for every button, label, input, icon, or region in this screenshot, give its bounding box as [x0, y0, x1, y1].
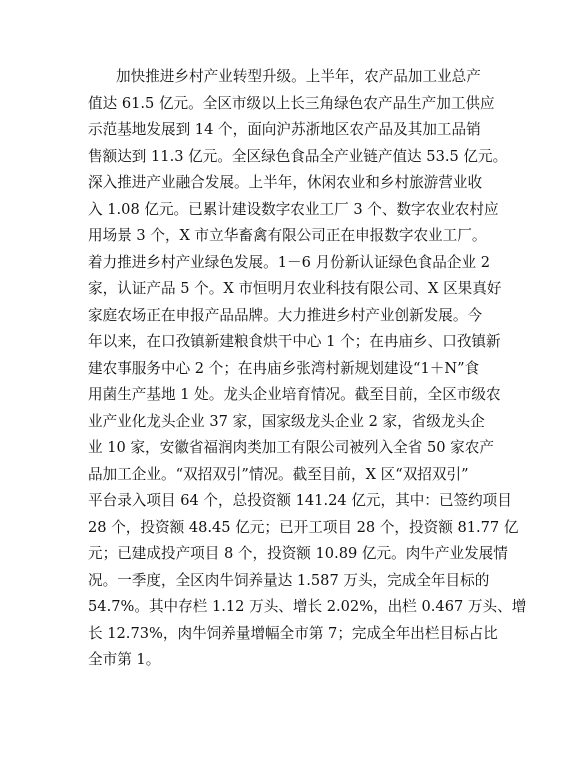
text-line: 54.7%。其中存栏 1.12 万头、增长 2.02%，出栏 0.467 万头、增	[88, 598, 527, 615]
text-line: 家庭农场正在申报产品品牌。大力推进乡村产业创新发展。今	[88, 306, 483, 324]
text-line: 年以来，在口孜镇新建粮食烘干中心 1 个；在冉庙乡、口孜镇新	[88, 333, 501, 350]
text-line: 用菌生产基地 1 处。龙头企业培育情况。截至目前，全区市级农	[88, 386, 501, 403]
body-paragraph	[88, 64, 527, 674]
text-line: 着力推进乡村产业绿色发展。1－6 月份新认证绿色食品企业 2	[88, 253, 490, 271]
text-line: 建农事服务中心 2 个；在冉庙乡张湾村新规划建设“1＋N”食	[88, 359, 480, 377]
text-line: 入 1.08 亿元。已累计建设数字农业工厂 3 个、数字农业农村应	[88, 200, 499, 218]
text-line: 家，认证产品 5 个。X 市恒明月农业科技有限公司、X 区果真好	[88, 280, 502, 297]
text-line: 长 12.73%，肉牛饲养量增幅全市第 7；完成全年出栏目标占比	[88, 624, 498, 642]
text-line: 业 10 家，安徽省福润肉类加工有限公司被列入全省 50 家农产	[88, 439, 494, 456]
text-line: 业产业化龙头企业 37 家，国家级龙头企业 2 家，省级龙头企	[88, 412, 485, 430]
text-line: 品加工企业。“双招双引”情况。截至目前，X 区“双招双引”	[88, 465, 469, 483]
text-line: 全市第 1。	[88, 651, 161, 668]
text-line: 用场景 3 个，X 市立华畜禽有限公司正在申报数字农业工厂。	[88, 227, 487, 244]
text-line: 值达 61.5 亿元。全区市级以上长三角绿色农产品生产加工供应	[88, 94, 495, 112]
text-line: 加快推进乡村产业转型升级。上半年，农产品加工业总产	[116, 68, 481, 85]
text-line: 深入推进产业融合发展。上半年，休闲农业和乡村旅游营业收	[88, 174, 483, 191]
text-line: 28 个，投资额 48.45 亿元；已开工项目 28 个，投资额 81.77 亿	[88, 518, 519, 536]
text-line: 售额达到 11.3 亿元。全区绿色食品全产业链产值达 53.5 亿元。	[88, 147, 508, 165]
text-line: 示范基地发展到 14 个，面向沪苏浙地区农产品及其加工品销	[88, 121, 481, 138]
text-line: 平台录入项目 64 个，总投资额 141.24 亿元，其中：已签约项目	[88, 492, 512, 509]
text-line: 元；已建成投产项目 8 个，投资额 10.89 亿元。肉牛产业发展情	[88, 545, 508, 562]
text-line: 况。一季度，全区肉牛饲养量达 1.587 万头，完成全年目标的	[88, 571, 490, 589]
